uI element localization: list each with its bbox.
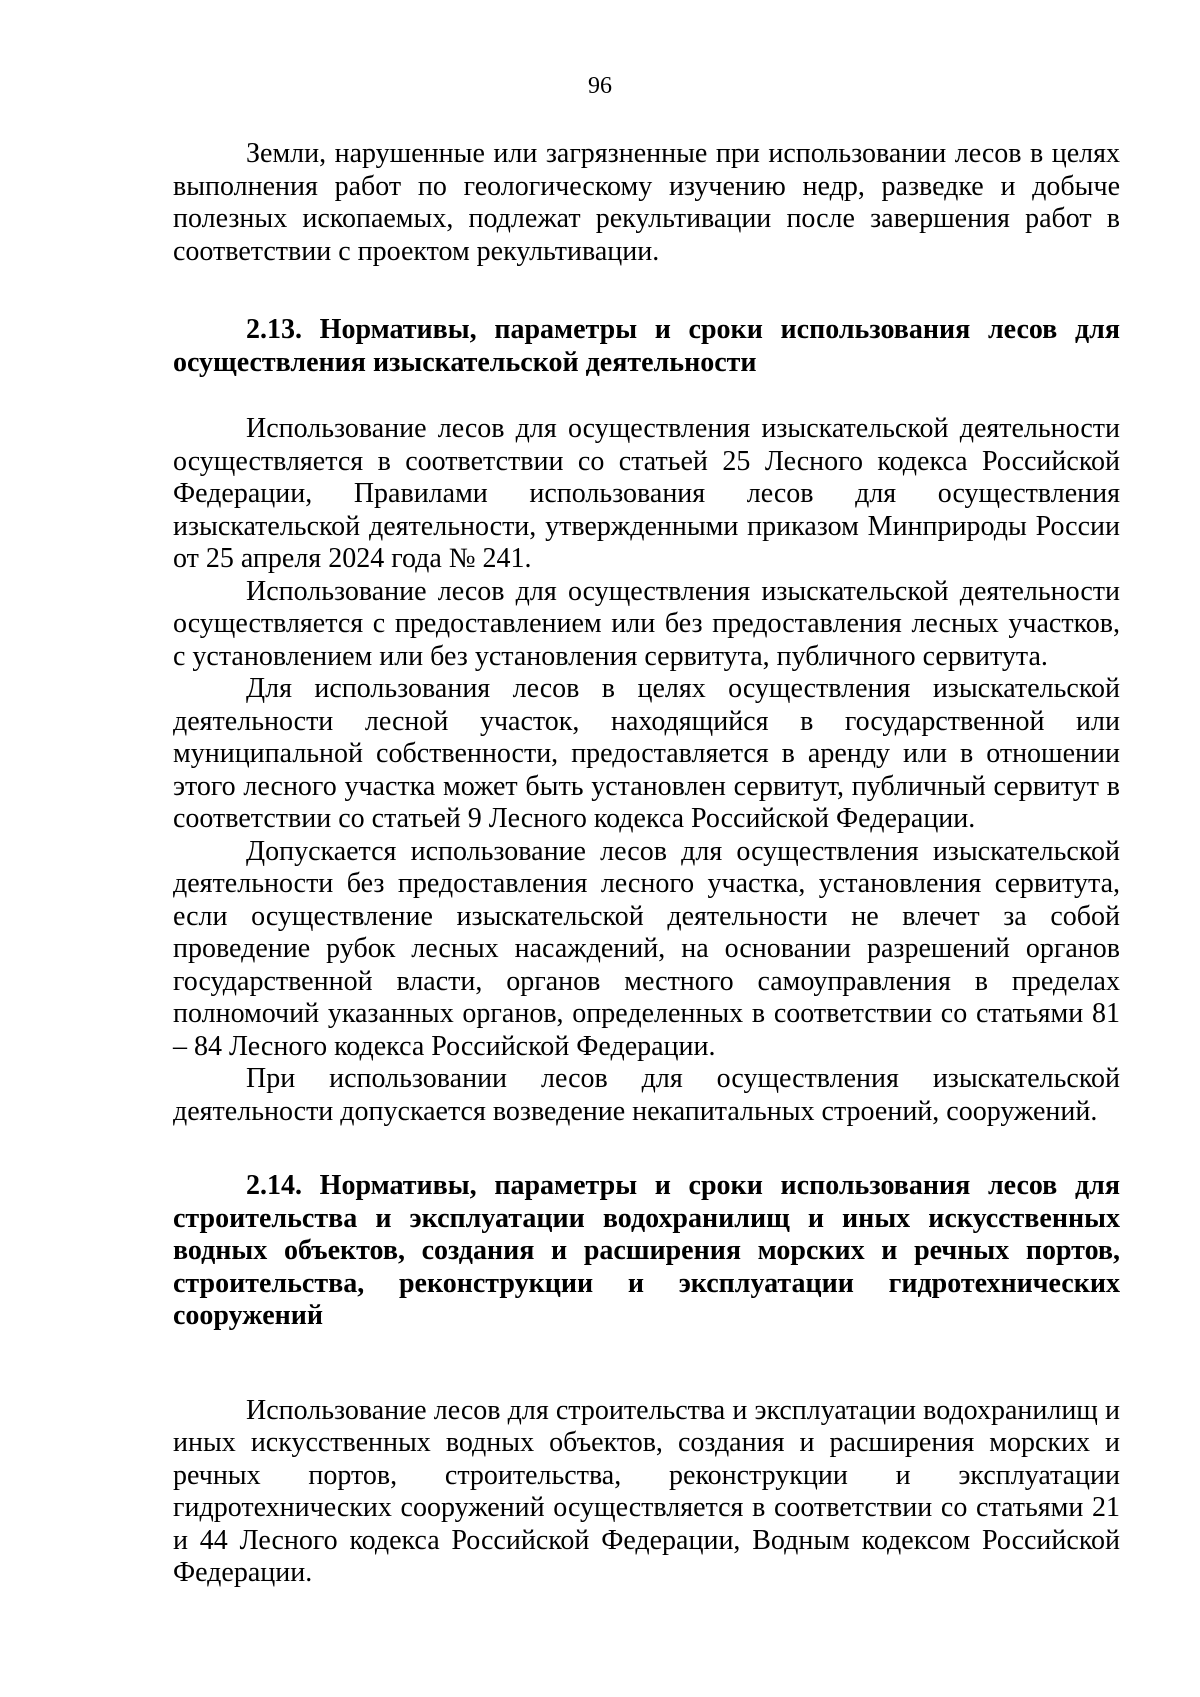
document-body [173,138,1120,1590]
paragraph-2-13-5: При использовании лесов для осуществления изыскательской деятельности допускается возведение некапитальных строений, сооружений. [173,1063,1120,1127]
section-heading-2-14: 2.14. Нормативы, параметры и сроки использования лесов для строительства и эксплуатации водохранилищ и иных искусственных водных объектов, создания и расширения морских и речных портов, строительства, реконструкции и эксплуатации гидротехнических сооружений [173,1170,1120,1331]
paragraph-2-14-1: Использование лесов для строительства и эксплуатации водохранилищ и иных искусственных водных объектов, создания и расширения морских и речных портов, строительства, реконструкции и эксплуатации гидротехнических сооружений осуществляется в соответствии со статьями 21 и 44 Лесного кодекса Российской Федерации, Водным кодексом Российской Федерации. [173,1394,1120,1588]
paragraph-2-13-1: Использование лесов для осуществления изыскательской деятельности осуществляется в соответствии со статьей 25 Лесного кодекса Российской Федерации, Правилами использования лесов для осуществления изыскательской деятельности, утвержденными приказом Минприроды России от 25 апреля 2024 года № 241. [173,413,1120,574]
section-heading-2-13: 2.13. Нормативы, параметры и сроки использования лесов для осуществления изыскательской деятельности [173,314,1120,378]
paragraph-2-13-3: Для использования лесов в целях осуществления изыскательской деятельности лесной участок, находящийся в государственной или муниципальной собственности, предоставляется в аренду или в отношении этого лесного участка может быть установлен сервитут, публичный сервитут в соответствии со статьей 9 Лесного кодекса Российской Федерации. [173,673,1120,834]
page-number: 96 [588,73,612,99]
paragraph-2-13-2: Использование лесов для осуществления изыскательской деятельности осуществляется с предоставлением или без предоставления лесных участков, с установлением или без установления сервитута, публичного сервитута. [173,575,1120,672]
paragraph-2-13-4: Допускается использование лесов для осуществления изыскательской деятельности без предоставления лесного участка, установления сервитута, если осуществление изыскательской деятельности не влечет за собой проведение рубок лесных насаждений, на основании разрешений органов государственной власти, органов местного самоуправления в пределах полномочий указанных органов, определенных в соответствии со статьями 81 – 84 Лесного кодекса Российской Федерации. [173,835,1120,1062]
paragraph-land-reclamation: Земли, нарушенные или загрязненные при использовании лесов в целях выполнения работ по геологическому изучению недр, разведке и добыче полезных ископаемых, подлежат рекультивации после завершения работ в соответствии с проектом рекультивации. [173,138,1120,267]
